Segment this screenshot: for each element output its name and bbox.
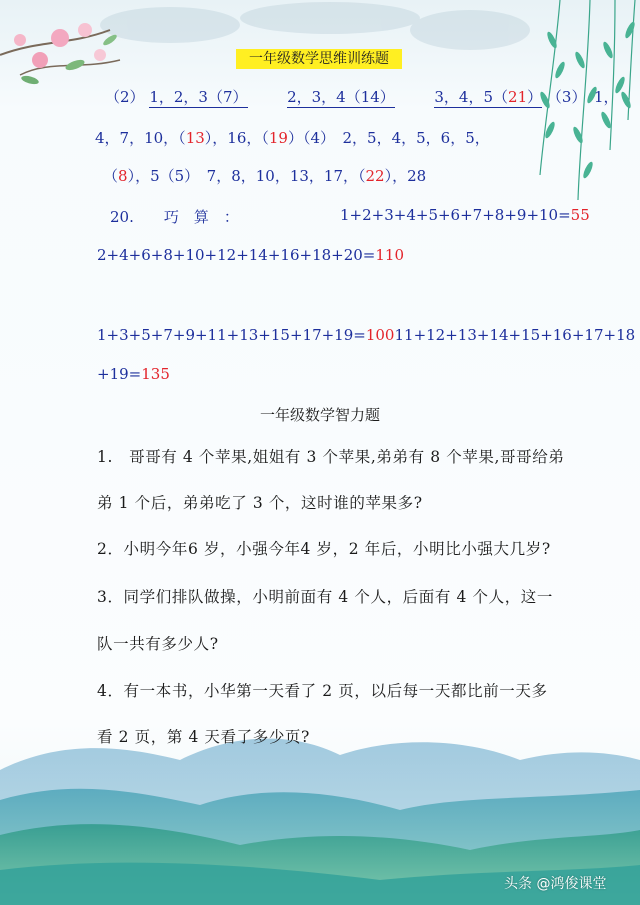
question-line: 队一共有多少人? xyxy=(97,635,219,653)
answer-text: 4，7，10，（ xyxy=(95,129,186,147)
answer-text: （ xyxy=(103,167,119,185)
answer-row-3 xyxy=(103,165,640,186)
section-title: 一年级数学智力题 xyxy=(259,406,380,424)
question-line: 3．同学们排队做操，小明前面有 4 个人，后面有 4 个人，这一 xyxy=(97,588,553,606)
answer-value: 21 xyxy=(508,88,528,106)
answer-underlined-group xyxy=(434,88,542,108)
calc-expression: 2+4+6+8+10+12+14+16+18+20= xyxy=(97,246,376,264)
answer-value: 13 xyxy=(185,129,205,147)
question-line: 4．有一本书，小华第一天看了 2 页，以后每一天都比前一天多 xyxy=(97,682,548,700)
answer-text: ），28 xyxy=(384,167,427,185)
answer-underlined: 2，3，4（14） xyxy=(287,88,395,106)
answer-row-6 xyxy=(97,326,640,344)
calc-label: 20. 巧 算 ： xyxy=(110,208,239,226)
answer-underlined: 1，2，3（7） xyxy=(149,88,248,106)
answer-text: 3，4，5（ xyxy=(434,88,509,106)
answer-row-1 xyxy=(105,86,640,107)
answer-value: 22 xyxy=(365,167,385,185)
answer-text: ） xyxy=(527,88,543,106)
answer-row-2 xyxy=(95,127,640,148)
question-line: 2．小明今年6 岁，小强今年4 岁，2 年后，小明比小强大几岁? xyxy=(97,540,551,558)
answer-value: 8 xyxy=(118,167,128,185)
calc-result: 55 xyxy=(570,206,590,224)
answer-row-5 xyxy=(97,246,640,264)
answer-text: （2） xyxy=(105,88,145,106)
answer-row-4-expr xyxy=(340,206,600,224)
answer-value: 19 xyxy=(268,129,288,147)
answer-row-7 xyxy=(97,365,640,383)
question-line: 看 2 页，第 4 天看了多少页? xyxy=(97,728,310,746)
answer-text: ），5（5） 7，8，10，13，17，（ xyxy=(127,167,366,185)
calc-expression: 1+3+5+7+9+11+13+15+17+19= xyxy=(97,326,366,344)
question-line: 弟 1 个后，弟弟吃了 3 个，这时谁的苹果多? xyxy=(97,494,423,512)
calc-result: 135 xyxy=(141,365,170,383)
source-watermark: 头条 @鸿俊课堂 xyxy=(504,876,607,892)
answer-text: ），16，（ xyxy=(204,129,269,147)
question-line: 1. 哥哥有 4 个苹果,姐姐有 3 个苹果,弟弟有 8 个苹果,哥哥给弟 xyxy=(97,448,565,466)
calc-expression: 11+12+13+14+15+16+17+18 xyxy=(394,326,636,344)
calc-expression: 1+2+3+4+5+6+7+8+9+10= xyxy=(340,206,571,224)
calc-expression: +19= xyxy=(97,365,142,383)
answer-text: ）（4） 2，5，4，5，6，5， xyxy=(287,129,490,147)
page-title: 一年级数学思维训练题 xyxy=(236,49,402,69)
calc-result: 110 xyxy=(375,246,405,264)
calc-result: 100 xyxy=(365,326,395,344)
answer-text: （3） 1， xyxy=(546,88,619,106)
